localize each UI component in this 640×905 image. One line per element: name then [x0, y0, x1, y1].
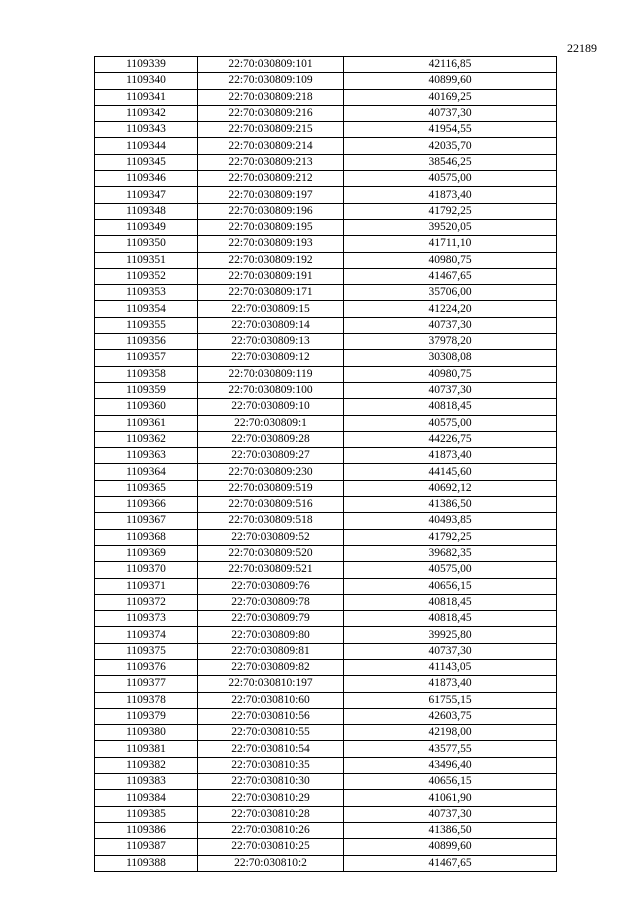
row-number-cell: 1109378 — [95, 692, 198, 708]
cadastral-number-cell: 22:70:030810:197 — [198, 676, 344, 692]
cadastral-number-cell: 22:70:030809:214 — [198, 138, 344, 154]
row-number-cell: 1109350 — [95, 236, 198, 252]
row-number-cell: 1109377 — [95, 676, 198, 692]
value-cell: 41061,90 — [344, 790, 557, 806]
table-row — [95, 268, 557, 284]
value-cell: 40737,30 — [344, 317, 557, 333]
row-number-cell: 1109343 — [95, 122, 198, 138]
cadastral-number-cell: 22:70:030809:518 — [198, 513, 344, 529]
table-row — [95, 154, 557, 170]
row-number-cell: 1109347 — [95, 187, 198, 203]
row-number-cell: 1109374 — [95, 627, 198, 643]
value-cell: 40493,85 — [344, 513, 557, 529]
value-cell: 41792,25 — [344, 529, 557, 545]
value-cell: 40737,30 — [344, 105, 557, 121]
cadastral-number-cell: 22:70:030809:12 — [198, 350, 344, 366]
table-row — [95, 725, 557, 741]
cadastral-number-cell: 22:70:030809:28 — [198, 431, 344, 447]
cadastral-number-cell: 22:70:030809:78 — [198, 594, 344, 610]
cadastral-number-cell: 22:70:030809:79 — [198, 611, 344, 627]
table-row — [95, 562, 557, 578]
row-number-cell: 1109361 — [95, 415, 198, 431]
row-number-cell: 1109349 — [95, 219, 198, 235]
cadastral-number-cell: 22:70:030810:60 — [198, 692, 344, 708]
row-number-cell: 1109370 — [95, 562, 198, 578]
cadastral-number-cell: 22:70:030810:54 — [198, 741, 344, 757]
value-cell: 41143,05 — [344, 659, 557, 675]
table-row — [95, 594, 557, 610]
cadastral-table — [94, 56, 557, 872]
table-row — [95, 317, 557, 333]
value-cell: 41386,50 — [344, 497, 557, 513]
table-row — [95, 285, 557, 301]
row-number-cell: 1109373 — [95, 611, 198, 627]
row-number-cell: 1109342 — [95, 105, 198, 121]
table-row — [95, 252, 557, 268]
table-row — [95, 415, 557, 431]
table-row — [95, 105, 557, 121]
table-row — [95, 301, 557, 317]
value-cell: 41792,25 — [344, 203, 557, 219]
table-row — [95, 774, 557, 790]
row-number-cell: 1109380 — [95, 725, 198, 741]
table-row — [95, 73, 557, 89]
value-cell: 40656,15 — [344, 578, 557, 594]
cadastral-number-cell: 22:70:030810:2 — [198, 855, 344, 871]
row-number-cell: 1109353 — [95, 285, 198, 301]
cadastral-number-cell: 22:70:030809:230 — [198, 464, 344, 480]
cadastral-number-cell: 22:70:030809:192 — [198, 252, 344, 268]
table-row — [95, 529, 557, 545]
cadastral-number-cell: 22:70:030809:27 — [198, 448, 344, 464]
cadastral-number-cell: 22:70:030809:212 — [198, 171, 344, 187]
value-cell: 40818,45 — [344, 611, 557, 627]
value-cell: 38546,25 — [344, 154, 557, 170]
row-number-cell: 1109352 — [95, 268, 198, 284]
cadastral-number-cell: 22:70:030810:25 — [198, 839, 344, 855]
table-row — [95, 757, 557, 773]
cadastral-number-cell: 22:70:030809:76 — [198, 578, 344, 594]
value-cell: 61755,15 — [344, 692, 557, 708]
table-row — [95, 480, 557, 496]
value-cell: 39682,35 — [344, 545, 557, 561]
value-cell: 40737,30 — [344, 806, 557, 822]
row-number-cell: 1109340 — [95, 73, 198, 89]
table-row — [95, 578, 557, 594]
value-cell: 40737,30 — [344, 643, 557, 659]
cadastral-number-cell: 22:70:030809:195 — [198, 219, 344, 235]
cadastral-number-cell: 22:70:030809:109 — [198, 73, 344, 89]
value-cell: 39925,80 — [344, 627, 557, 643]
value-cell: 40575,00 — [344, 562, 557, 578]
row-number-cell: 1109346 — [95, 171, 198, 187]
value-cell: 40692,12 — [344, 480, 557, 496]
table-row — [95, 187, 557, 203]
row-number-cell: 1109359 — [95, 382, 198, 398]
value-cell: 41711,10 — [344, 236, 557, 252]
value-cell: 37978,20 — [344, 334, 557, 350]
row-number-cell: 1109379 — [95, 708, 198, 724]
row-number-cell: 1109365 — [95, 480, 198, 496]
table-row — [95, 138, 557, 154]
cadastral-number-cell: 22:70:030809:520 — [198, 545, 344, 561]
row-number-cell: 1109381 — [95, 741, 198, 757]
cadastral-number-cell: 22:70:030809:196 — [198, 203, 344, 219]
value-cell: 39520,05 — [344, 219, 557, 235]
table-row — [95, 741, 557, 757]
table-row — [95, 171, 557, 187]
row-number-cell: 1109368 — [95, 529, 198, 545]
value-cell: 41873,40 — [344, 187, 557, 203]
table-row — [95, 236, 557, 252]
row-number-cell: 1109385 — [95, 806, 198, 822]
cadastral-number-cell: 22:70:030809:101 — [198, 57, 344, 73]
cadastral-number-cell: 22:70:030809:216 — [198, 105, 344, 121]
table-row — [95, 382, 557, 398]
cadastral-number-cell: 22:70:030809:81 — [198, 643, 344, 659]
row-number-cell: 1109382 — [95, 757, 198, 773]
row-number-cell: 1109369 — [95, 545, 198, 561]
value-cell: 40818,45 — [344, 594, 557, 610]
value-cell: 40899,60 — [344, 73, 557, 89]
cadastral-number-cell: 22:70:030809:213 — [198, 154, 344, 170]
value-cell: 40980,75 — [344, 366, 557, 382]
value-cell: 40818,45 — [344, 399, 557, 415]
value-cell: 40656,15 — [344, 774, 557, 790]
cadastral-number-cell: 22:70:030809:519 — [198, 480, 344, 496]
table-row — [95, 806, 557, 822]
table-row — [95, 399, 557, 415]
value-cell: 41224,20 — [344, 301, 557, 317]
table-row — [95, 497, 557, 513]
value-cell: 41873,40 — [344, 676, 557, 692]
table-row — [95, 676, 557, 692]
row-number-cell: 1109375 — [95, 643, 198, 659]
value-cell: 42198,00 — [344, 725, 557, 741]
value-cell: 40737,30 — [344, 382, 557, 398]
cadastral-number-cell: 22:70:030809:80 — [198, 627, 344, 643]
row-number-cell: 1109367 — [95, 513, 198, 529]
row-number-cell: 1109388 — [95, 855, 198, 871]
table-row — [95, 513, 557, 529]
cadastral-number-cell: 22:70:030809:52 — [198, 529, 344, 545]
table-body — [95, 57, 557, 872]
cadastral-number-cell: 22:70:030809:193 — [198, 236, 344, 252]
cadastral-number-cell: 22:70:030809:13 — [198, 334, 344, 350]
row-number-cell: 1109345 — [95, 154, 198, 170]
table-row — [95, 464, 557, 480]
table-row — [95, 822, 557, 838]
table-row — [95, 122, 557, 138]
value-cell: 41873,40 — [344, 448, 557, 464]
page-number: 22189 — [567, 41, 597, 55]
cadastral-number-cell: 22:70:030809:171 — [198, 285, 344, 301]
value-cell: 40575,00 — [344, 415, 557, 431]
cadastral-number-cell: 22:70:030809:82 — [198, 659, 344, 675]
row-number-cell: 1109355 — [95, 317, 198, 333]
row-number-cell: 1109348 — [95, 203, 198, 219]
table-row — [95, 366, 557, 382]
row-number-cell: 1109357 — [95, 350, 198, 366]
cadastral-number-cell: 22:70:030809:521 — [198, 562, 344, 578]
cadastral-number-cell: 22:70:030809:191 — [198, 268, 344, 284]
row-number-cell: 1109372 — [95, 594, 198, 610]
value-cell: 44226,75 — [344, 431, 557, 447]
value-cell: 41954,55 — [344, 122, 557, 138]
cadastral-number-cell: 22:70:030809:119 — [198, 366, 344, 382]
row-number-cell: 1109356 — [95, 334, 198, 350]
value-cell: 42603,75 — [344, 708, 557, 724]
cadastral-number-cell: 22:70:030809:15 — [198, 301, 344, 317]
row-number-cell: 1109371 — [95, 578, 198, 594]
table-row — [95, 57, 557, 73]
table-row — [95, 89, 557, 105]
row-number-cell: 1109364 — [95, 464, 198, 480]
table-row — [95, 692, 557, 708]
value-cell: 41386,50 — [344, 822, 557, 838]
cadastral-number-cell: 22:70:030810:56 — [198, 708, 344, 724]
table-row — [95, 627, 557, 643]
table-row — [95, 545, 557, 561]
table-row — [95, 659, 557, 675]
value-cell: 40575,00 — [344, 171, 557, 187]
row-number-cell: 1109386 — [95, 822, 198, 838]
table-row — [95, 643, 557, 659]
row-number-cell: 1109363 — [95, 448, 198, 464]
table-row — [95, 855, 557, 871]
value-cell: 41467,65 — [344, 268, 557, 284]
value-cell: 42116,85 — [344, 57, 557, 73]
row-number-cell: 1109384 — [95, 790, 198, 806]
cadastral-number-cell: 22:70:030809:1 — [198, 415, 344, 431]
table-row — [95, 431, 557, 447]
table-row — [95, 839, 557, 855]
value-cell: 41467,65 — [344, 855, 557, 871]
cadastral-number-cell: 22:70:030810:26 — [198, 822, 344, 838]
cadastral-number-cell: 22:70:030809:197 — [198, 187, 344, 203]
value-cell: 40169,25 — [344, 89, 557, 105]
cadastral-number-cell: 22:70:030810:28 — [198, 806, 344, 822]
table-row — [95, 203, 557, 219]
value-cell: 44145,60 — [344, 464, 557, 480]
table-row — [95, 611, 557, 627]
row-number-cell: 1109358 — [95, 366, 198, 382]
value-cell: 40899,60 — [344, 839, 557, 855]
value-cell: 42035,70 — [344, 138, 557, 154]
row-number-cell: 1109376 — [95, 659, 198, 675]
table-row — [95, 334, 557, 350]
row-number-cell: 1109383 — [95, 774, 198, 790]
row-number-cell: 1109360 — [95, 399, 198, 415]
table-row — [95, 448, 557, 464]
row-number-cell: 1109387 — [95, 839, 198, 855]
cadastral-number-cell: 22:70:030809:14 — [198, 317, 344, 333]
value-cell: 35706,00 — [344, 285, 557, 301]
table-row — [95, 350, 557, 366]
value-cell: 40980,75 — [344, 252, 557, 268]
table-row — [95, 219, 557, 235]
cadastral-number-cell: 22:70:030809:10 — [198, 399, 344, 415]
row-number-cell: 1109366 — [95, 497, 198, 513]
row-number-cell: 1109339 — [95, 57, 198, 73]
cadastral-number-cell: 22:70:030809:215 — [198, 122, 344, 138]
row-number-cell: 1109362 — [95, 431, 198, 447]
row-number-cell: 1109354 — [95, 301, 198, 317]
cadastral-number-cell: 22:70:030810:35 — [198, 757, 344, 773]
row-number-cell: 1109341 — [95, 89, 198, 105]
cadastral-number-cell: 22:70:030809:218 — [198, 89, 344, 105]
value-cell: 30308,08 — [344, 350, 557, 366]
cadastral-number-cell: 22:70:030810:55 — [198, 725, 344, 741]
cadastral-number-cell: 22:70:030810:29 — [198, 790, 344, 806]
cadastral-number-cell: 22:70:030809:516 — [198, 497, 344, 513]
table-row — [95, 790, 557, 806]
cadastral-number-cell: 22:70:030809:100 — [198, 382, 344, 398]
value-cell: 43577,55 — [344, 741, 557, 757]
row-number-cell: 1109351 — [95, 252, 198, 268]
cadastral-number-cell: 22:70:030810:30 — [198, 774, 344, 790]
row-number-cell: 1109344 — [95, 138, 198, 154]
table-row — [95, 708, 557, 724]
value-cell: 43496,40 — [344, 757, 557, 773]
